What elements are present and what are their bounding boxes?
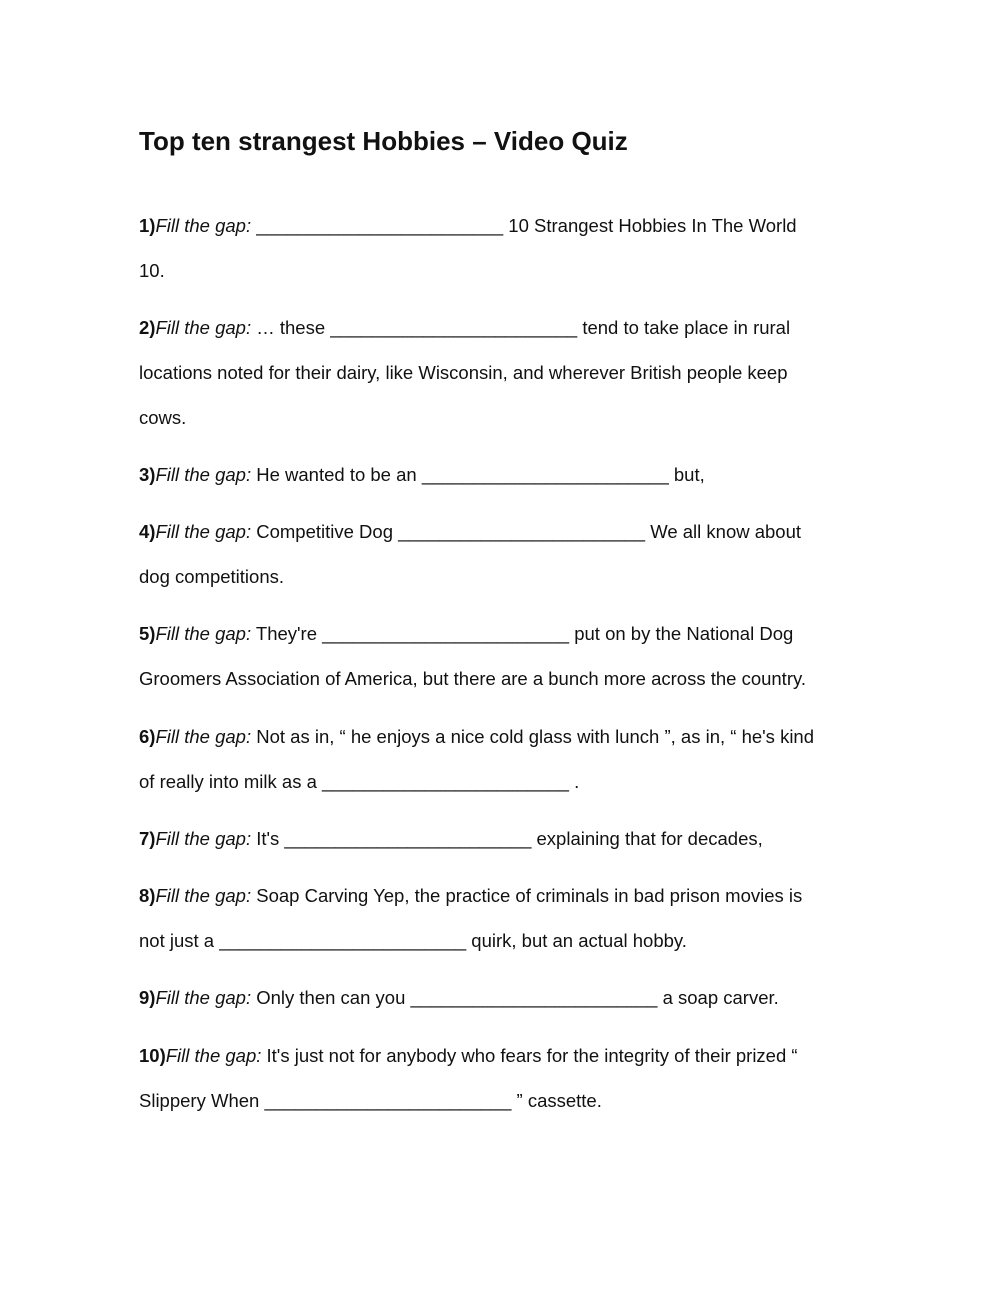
question-number: 10) — [139, 1045, 166, 1066]
question-label: Fill the gap: — [155, 726, 252, 747]
question-text: Not as in, “ he enjoys a nice cold glass with lunch ”, as in, “ he's kind — [251, 726, 815, 747]
question-text: … these ________________________ tend to take place in rural — [251, 317, 791, 338]
question-4-line-2: dog competitions. — [139, 566, 285, 587]
question-label: Fill the gap: — [155, 317, 252, 338]
question-10-line-2: Slippery When ________________________ ” cassette. — [139, 1090, 602, 1111]
question-number: 2) — [139, 317, 156, 338]
question-9-line-1 — [139, 986, 779, 1010]
question-5-line-2: Groomers Association of America, but there are a bunch more across the country. — [139, 668, 807, 689]
question-label: Fill the gap: — [155, 885, 252, 906]
question-number: 5) — [139, 623, 156, 644]
question-number: 6) — [139, 726, 156, 747]
question-2-line-2: locations noted for their dairy, like Wisconsin, and wherever British people keep — [139, 362, 788, 383]
question-number: 8) — [139, 885, 156, 906]
question-1-line-2: 10. — [139, 260, 165, 281]
question-2-line-1 — [139, 316, 790, 340]
question-label: Fill the gap: — [155, 623, 252, 644]
question-number: 9) — [139, 987, 156, 1008]
question-8-line-1 — [139, 884, 802, 908]
question-6-line-1 — [139, 725, 814, 749]
question-label: Fill the gap: — [165, 1045, 262, 1066]
question-text: They're ________________________ put on by the National Dog — [251, 623, 794, 644]
question-label: Fill the gap: — [155, 215, 252, 236]
question-3-line-1 — [139, 463, 705, 487]
question-text: Competitive Dog ________________________ We all know about — [251, 521, 802, 542]
question-number: 3) — [139, 464, 156, 485]
question-1-line-1 — [139, 214, 797, 238]
page-title: Top ten strangest Hobbies – Video Quiz — [139, 126, 628, 156]
question-text: It's ________________________ explaining that for decades, — [251, 828, 763, 849]
question-6-line-2: of really into milk as a ________________________ . — [139, 771, 580, 792]
question-8-line-2: not just a ________________________ quirk, but an actual hobby. — [139, 930, 687, 951]
question-text: ________________________ 10 Strangest Hobbies In The World — [251, 215, 797, 236]
question-10-line-1 — [139, 1044, 798, 1068]
question-text: It's just not for anybody who fears for the integrity of their prized “ — [261, 1045, 798, 1066]
question-label: Fill the gap: — [155, 987, 252, 1008]
question-number: 7) — [139, 828, 156, 849]
question-text: Soap Carving Yep, the practice of criminals in bad prison movies is — [251, 885, 803, 906]
question-2-line-3: cows. — [139, 407, 187, 428]
question-5-line-1 — [139, 622, 793, 646]
question-number: 4) — [139, 521, 156, 542]
question-text: He wanted to be an ________________________ but, — [251, 464, 705, 485]
question-text: Only then can you ________________________ a soap carver. — [251, 987, 779, 1008]
question-7-line-1 — [139, 827, 763, 851]
question-label: Fill the gap: — [155, 521, 252, 542]
question-label: Fill the gap: — [155, 464, 252, 485]
question-number: 1) — [139, 215, 156, 236]
question-label: Fill the gap: — [155, 828, 252, 849]
question-4-line-1 — [139, 520, 801, 544]
